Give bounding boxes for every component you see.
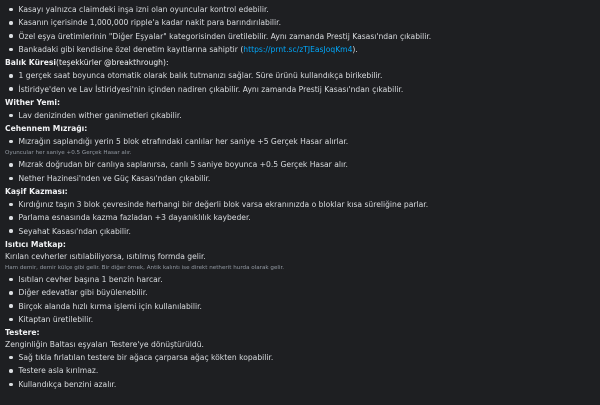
- bullet-icon: [9, 74, 13, 78]
- list-item: Nether Hazinesi'nden ve Güç Kasası'ndan çıkabilir.: [5, 172, 600, 185]
- nether-spear-section: [5, 122, 600, 185]
- bullet-icon: [9, 34, 13, 38]
- bullet-icon: [9, 216, 13, 220]
- list-item: Kitaptan üretilebilir.: [5, 313, 600, 326]
- section-title: Balık Küresi (teşekkürler @breakthrough):: [5, 58, 169, 68]
- list-item: Parlama esnasında kazma fazladan +3 dayanıklılık kaybeder.: [5, 211, 600, 224]
- vault-section: [5, 3, 600, 56]
- explorer-pickaxe-section: [5, 185, 600, 238]
- bullet-icon: [9, 114, 13, 118]
- list-item: Sağ tıkla fırlatılan testere bir ağaca çarparsa ağaç kökten kopabilir.: [5, 351, 600, 364]
- bullet-icon: [9, 291, 13, 295]
- list-item: Lav denizinden wither ganimetleri çıkabilir.: [5, 109, 600, 122]
- list-item: Mızrak doğrudan bir canlıya saplanırsa, canlı 5 saniye boyunca +0.5 Gerçek Hasar alır.: [5, 158, 600, 171]
- bullet-icon: [9, 140, 13, 144]
- small-note: Ham demir, demir külçe gibi gelir. Bir diğer örnek, Antik kalıntı ise direkt netherit hurda olarak gelir.: [5, 264, 285, 271]
- list-item: Kullandıkça benzini azalır.: [5, 378, 600, 391]
- heater-drill-section: [5, 238, 600, 326]
- fishing-orb-section: [5, 56, 600, 96]
- section-title: Kaşif Kazması :: [5, 186, 68, 196]
- section-title: Cehennem Mızrağı :: [5, 124, 88, 134]
- bullet-icon: [9, 318, 13, 322]
- section-title: Wither Yemi :: [5, 97, 61, 107]
- bullet-icon: [9, 48, 13, 52]
- list-item: Birçok alanda hızlı kırma işlemi için kullanılabilir.: [5, 299, 600, 312]
- bullet-icon: [9, 8, 13, 12]
- list-item: 1 gerçek saat boyunca otomatik olarak balık tutmanızı sağlar. Süre ürünü kullandıkça birikebilir.: [5, 69, 600, 82]
- bullet-icon: [9, 229, 13, 233]
- list-item: Kasayı yalnızca claimdeki inşa izni olan oyuncular kontrol edebilir.: [5, 3, 600, 16]
- bullet-icon: [9, 203, 13, 207]
- list-item: İstiridye'den ve Lav İstiridyesi'nin içinden nadiren çıkabilir. Aynı zamanda Prestij Kasası'ndan çıkabilir.: [5, 82, 600, 95]
- wither-bait-section: [5, 96, 600, 122]
- bullet-icon: [9, 21, 13, 25]
- bullet-icon: [9, 278, 13, 282]
- list-item: Kasanın içerisinde 1,000,000 ripple'a kadar nakit para barındırılabilir.: [5, 16, 600, 29]
- list-item: Kırdığınız taşın 3 blok çevresinde herhangi bir değerli blok varsa ekranınızda o bloklar kısa süreliğine parlar.: [5, 198, 600, 211]
- list-item: Diğer edevatlar gibi büyülenebilir.: [5, 286, 600, 299]
- bullet-icon: [9, 163, 13, 167]
- section-title: Testere :: [5, 327, 40, 337]
- bullet-icon: [9, 383, 13, 387]
- list-item: Mızrağın saplandığı yerin 5 blok etrafındaki canlılar her saniye +5 Gerçek Hasar alırlar.: [5, 135, 600, 148]
- bullet-icon: [9, 356, 13, 360]
- audit-log-link[interactable]: https://prnt.sc/zTJEasJoqKm4: [243, 44, 353, 54]
- list-item: Testere asla kırılmaz.: [5, 364, 600, 377]
- bullet-icon: [9, 87, 13, 91]
- bullet-icon: [9, 304, 13, 308]
- bullet-icon: [9, 369, 13, 373]
- section-description: Kırılan cevherler ısıtılabiliyorsa, ısıtılmış formda gelir.: [5, 252, 206, 262]
- list-item: Isıtılan cevher başına 1 benzin harcar.: [5, 273, 600, 286]
- saw-section: [5, 326, 600, 391]
- list-item: Bankadaki gibi kendisine özel denetim kayıtlarına sahiptir ( https://prnt.sc/zTJEasJoqKm4 ).: [5, 43, 600, 56]
- list-item: Özel eşya üretimlerinin "Diğer Eşyalar" kategorisinden üretilebilir. Aynı zamanda Prestij Kasası'ndan çıkabilir.: [5, 30, 600, 43]
- bullet-icon: [9, 177, 13, 181]
- section-title: Isıtıcı Matkap :: [5, 239, 66, 249]
- list-item: Seyahat Kasası'ndan çıkabilir.: [5, 225, 600, 238]
- small-note: Oyuncular her saniye +0.5 Gerçek Hasar alır.: [5, 150, 132, 157]
- section-description: Zenginliğin Baltası eşyaları Testere'ye dönüştürüldü.: [5, 340, 204, 350]
